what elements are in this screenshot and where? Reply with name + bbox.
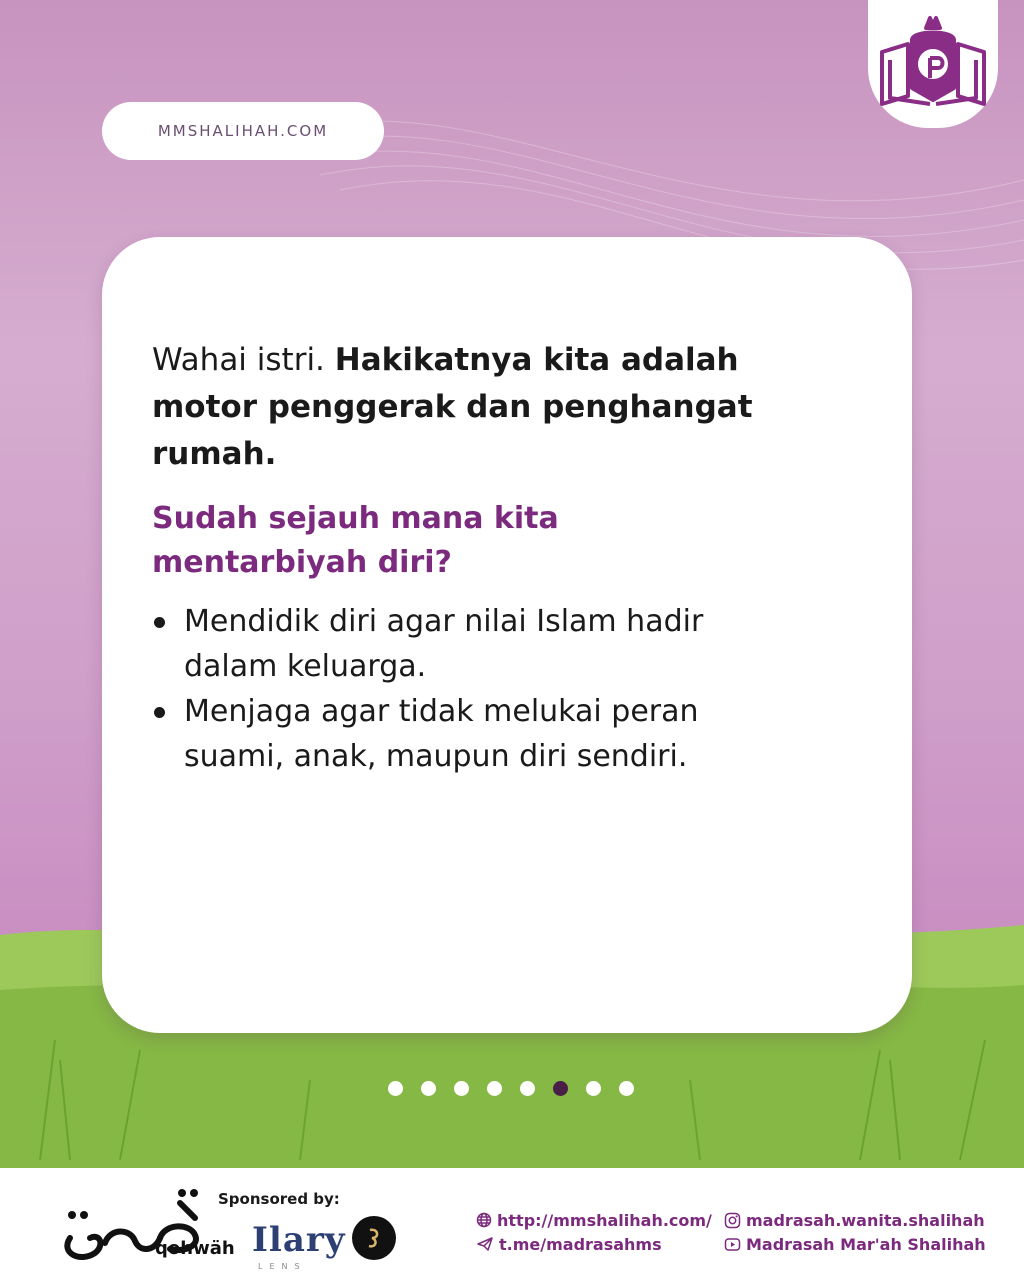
carousel-pager	[388, 1081, 634, 1096]
pager-dot[interactable]	[421, 1081, 436, 1096]
pager-dot-active[interactable]	[553, 1081, 568, 1096]
pager-dot[interactable]	[487, 1081, 502, 1096]
telegram-link-text: t.me/madrasahms	[499, 1234, 662, 1254]
bullet-dot-icon	[154, 707, 165, 718]
pager-dot[interactable]	[388, 1081, 403, 1096]
bullet-dot-icon	[154, 617, 165, 628]
globe-icon	[476, 1212, 492, 1228]
pager-dot[interactable]	[586, 1081, 601, 1096]
madrasah-crown-book-icon	[868, 0, 998, 128]
intro-text	[152, 337, 852, 478]
instagram-icon	[724, 1212, 741, 1229]
bullet-text: Mendidik diri agar nilai Islam hadir dalam keluarga.	[184, 604, 704, 684]
footer-links-left	[476, 1208, 712, 1256]
qohwah-label: qohwäh	[155, 1238, 235, 1259]
content-card	[102, 237, 912, 1033]
bellux-logo-icon	[352, 1216, 396, 1260]
intro-bold: Hakikatnya kita adalah motor penggerak dan penghangat rumah.	[152, 342, 753, 472]
website-link-text: http://mmshalihah.com/	[497, 1210, 712, 1230]
bullet-list	[152, 599, 792, 779]
youtube-link[interactable]	[724, 1232, 986, 1256]
instagram-link[interactable]	[724, 1208, 986, 1232]
youtube-icon	[724, 1236, 741, 1253]
sponsored-label: Sponsored by:	[218, 1190, 340, 1208]
intro-plain: Wahai istri.	[152, 342, 335, 378]
youtube-link-text: Madrasah Mar'ah Shalihah	[746, 1234, 986, 1254]
telegram-link[interactable]	[476, 1232, 712, 1256]
instagram-link-text: madrasah.wanita.shalihah	[746, 1210, 985, 1230]
website-pill[interactable]	[102, 102, 384, 160]
footer-links-right	[724, 1208, 986, 1256]
madrasah-logo-badge	[868, 0, 998, 128]
qohwah-logo-icon	[50, 1183, 230, 1273]
pager-dot[interactable]	[619, 1081, 634, 1096]
pager-dot[interactable]	[520, 1081, 535, 1096]
ilary-logo: Ilary	[252, 1220, 346, 1260]
question-heading: Sudah sejauh mana kita mentarbiyah diri?	[152, 501, 559, 580]
bullet-item	[152, 689, 792, 779]
ilary-sub-label: LENS	[258, 1262, 307, 1271]
website-pill-label: MMSHALIHAH.COM	[157, 122, 329, 140]
footer	[0, 1168, 1024, 1280]
telegram-icon	[476, 1236, 494, 1252]
pager-dot[interactable]	[454, 1081, 469, 1096]
website-link[interactable]	[476, 1208, 712, 1232]
bullet-item	[152, 599, 792, 689]
bullet-text: Menjaga agar tidak melukai peran suami, anak, maupun diri sendiri.	[184, 694, 699, 774]
